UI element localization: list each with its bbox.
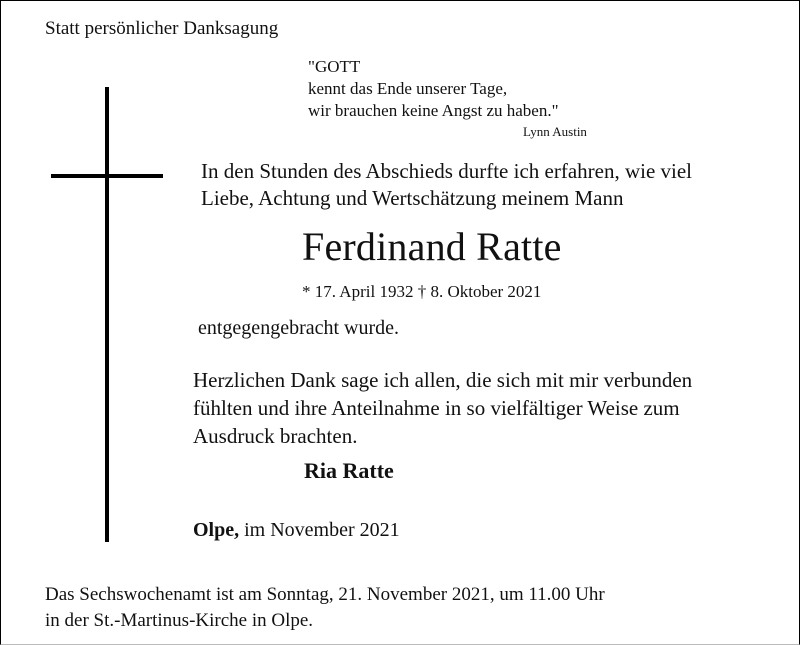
- cross-vertical-bar: [105, 87, 109, 542]
- thanks-line: Ausdruck brachten.: [193, 424, 358, 448]
- service-line: Das Sechswochenamt ist am Sonntag, 21. November 2021, um 11.00 Uhr: [45, 584, 605, 605]
- quote-line: kennt das Ende unserer Tage,: [308, 79, 508, 98]
- quote-line: "GOTT: [308, 57, 361, 76]
- intro-line: In den Stunden des Abschieds durfte ich erfahren, wie viel: [201, 159, 693, 183]
- service-line: in der St.-Martinus-Kirche in Olpe.: [45, 610, 314, 631]
- place-and-date: [193, 519, 400, 542]
- quote-block: [308, 56, 559, 122]
- intro-line: Liebe, Achtung und Wertschätzung meinem Mann: [201, 186, 624, 210]
- memorial-service-info: [45, 582, 605, 634]
- deceased-name: Ferdinand Ratte: [302, 224, 562, 269]
- life-dates: * 17. April 1932 † 8. Oktober 2021: [302, 282, 542, 301]
- intro-text-end: entgegengebracht wurde.: [198, 317, 400, 339]
- signer-name: Ria Ratte: [304, 458, 394, 483]
- quote-line: wir brauchen keine Angst zu haben.": [308, 101, 559, 120]
- thanks-text: [193, 366, 692, 450]
- date: im November 2021: [244, 519, 400, 541]
- notice-header: Statt persönlicher Danksagung: [45, 18, 279, 39]
- thanks-line: fühlten und ihre Anteilnahme in so vielfältiger Weise zum: [193, 396, 680, 420]
- place: Olpe,: [193, 519, 240, 541]
- cross-horizontal-bar: [51, 174, 163, 178]
- intro-text: [201, 158, 692, 212]
- thanks-line: Herzlichen Dank sage ich allen, die sich mit mir verbunden: [193, 368, 693, 392]
- quote-author: Lynn Austin: [523, 124, 587, 139]
